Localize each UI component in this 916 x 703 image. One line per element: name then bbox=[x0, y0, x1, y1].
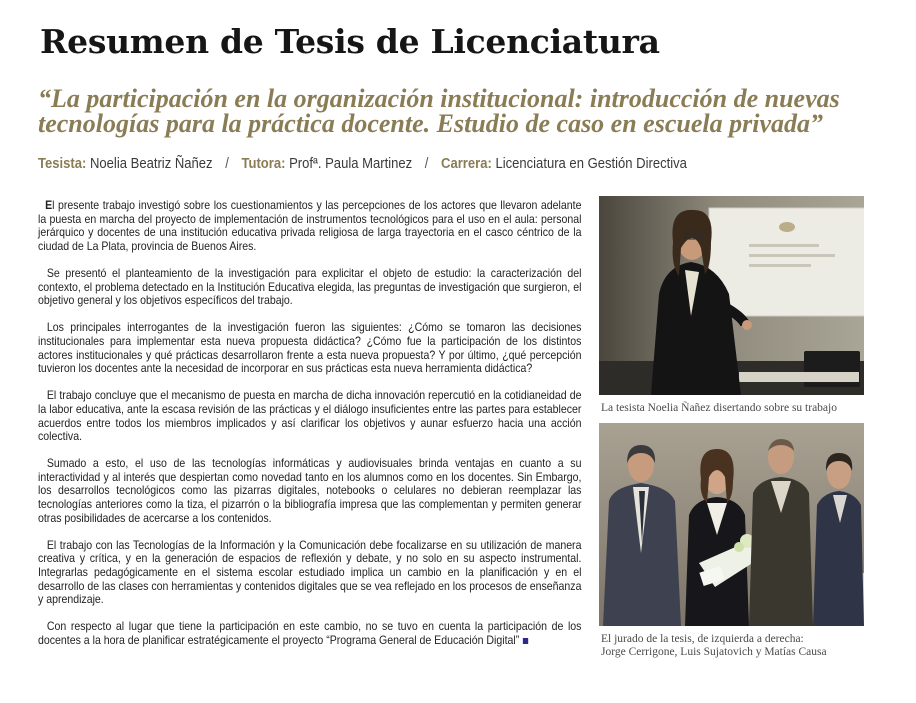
credits-separator: / bbox=[225, 156, 229, 172]
jury-caption-line-1: El jurado de la tesis, de izquierda a derecha: bbox=[601, 633, 804, 645]
paragraph-1-text: l presente trabajo investigó sobre los cuestionamientos y las percepciones de los actores que llevaron adelante la puesta en marcha del proyecto de implementación de instrumentos tecnológicos para el uso en el aula: personal jerárquico y docentes de una institución educativa privada religiosa de larga trayectoria en el casco céntrico de la ciudad de La Plata, provincia de Buenos Aires. bbox=[38, 198, 582, 253]
article-body bbox=[38, 199, 581, 661]
tesista-value: Noelia Beatriz Ñañez bbox=[89, 156, 213, 172]
paragraph-4: El trabajo concluye que el mecanismo de puesta en marcha de dicha innovación repercutió en la cotidianeidad de la labor educativa, ante la escasa revisión de las prácticas y el diálogo insuficientes entre las partes para establecer acuerdos entre todos los miembros implicados y así clarificar los objetivos y aunar esfuerzo hacia una acción colectiva. bbox=[38, 388, 582, 444]
jury-photo-illustration bbox=[599, 423, 864, 626]
paragraph-7-text: Con respecto al lugar que tiene la participación en este cambio, no se tuvo en cuenta la participación de los docentes a la hora de planificar estratégicamente el proyecto “Programa General de Educación Digital” bbox=[38, 619, 582, 647]
paragraph-3: Los principales interrogantes de la investigación fueron las siguientes: ¿Cómo se tomaron las decisiones institucionales para implementar esta nueva propuesta didáctica? ¿Cómo fue la participación de los distintos actores institucionales y qué prácticas desarrollaron frente a esta nueva propuesta? Y por último, ¿qué percepción tuvieron los docentes ante la necesidad de incorporar en sus prácticas esta nueva herramienta didáctica? bbox=[38, 320, 582, 376]
jury-photo bbox=[599, 423, 864, 626]
drop-cap: E bbox=[45, 198, 53, 212]
carrera-value: Licenciatura en Gestión Directiva bbox=[495, 156, 687, 172]
jury-caption-line-2: Jorge Cerrigone, Luis Sujatovich y Matías Causa bbox=[601, 646, 827, 658]
paragraph-2: Se presentó el planteamiento de la investigación para explicitar el objeto de estudio: la caracterización del contexto, el problema detectado en la Institución Educativa elegida, las preguntas de investigación que surgieron, el objetivo general y los objetivos específicos del trabajo. bbox=[38, 265, 582, 308]
paragraph-1 bbox=[38, 199, 581, 253]
credits-separator: / bbox=[424, 156, 429, 172]
tutora-label: Tutora: bbox=[241, 156, 286, 172]
credits-line bbox=[38, 156, 687, 172]
presenter-photo-caption: La tesista Noelia Ñañez disertando sobre su trabajo bbox=[601, 402, 837, 414]
carrera-label: Carrera: bbox=[441, 156, 492, 172]
end-mark-icon bbox=[523, 638, 528, 644]
thesis-subtitle: “La participación en la organización institucional: introducción de nuevas tecnologías para la práctica docente. Estudio de caso en escuela privada” bbox=[38, 84, 840, 138]
page-title: Resumen de Tesis de Licenciatura bbox=[40, 22, 660, 61]
paragraph-5: Sumado a esto, el uso de las tecnologías informáticas y audiovisuales brinda ventajas en cuanto a su interactividad y al interés que despiertan como novedad tanto en los alumnos como en los docentes. Sin Embargo, los desarrollos tecnológicos como las pizarras digitales, notebooks o celulares no debieran reemplazar las tecnologías anteriores como la tiza, el pizarrón o la bibliografía impresa que las complementan y permiten generar otras posibilidades de acercarse a los contenidos. bbox=[38, 456, 582, 525]
presenter-photo-illustration bbox=[599, 196, 864, 395]
tutora-value: Profª. Paula Martinez bbox=[289, 156, 413, 172]
presenter-photo bbox=[599, 196, 864, 395]
jury-photo-caption bbox=[601, 633, 827, 659]
paragraph-6: El trabajo con las Tecnologías de la Información y la Comunicación debe focalizarse en su utilización de manera creativa y crítica, y en la generación de espacios de reflexión y debate, y no solo en su aspecto instrumental. Integrarlas pedagógicamente en el sistema escolar estudiado implica un cambio en la planificación y en el desarrollo de las clases con herramientas y contenidos digitales que se vea reflejado en los procesos de enseñanza y aprendizaje. bbox=[38, 537, 582, 607]
tesista-label: Tesista: bbox=[38, 156, 87, 172]
paragraph-7 bbox=[38, 620, 581, 647]
